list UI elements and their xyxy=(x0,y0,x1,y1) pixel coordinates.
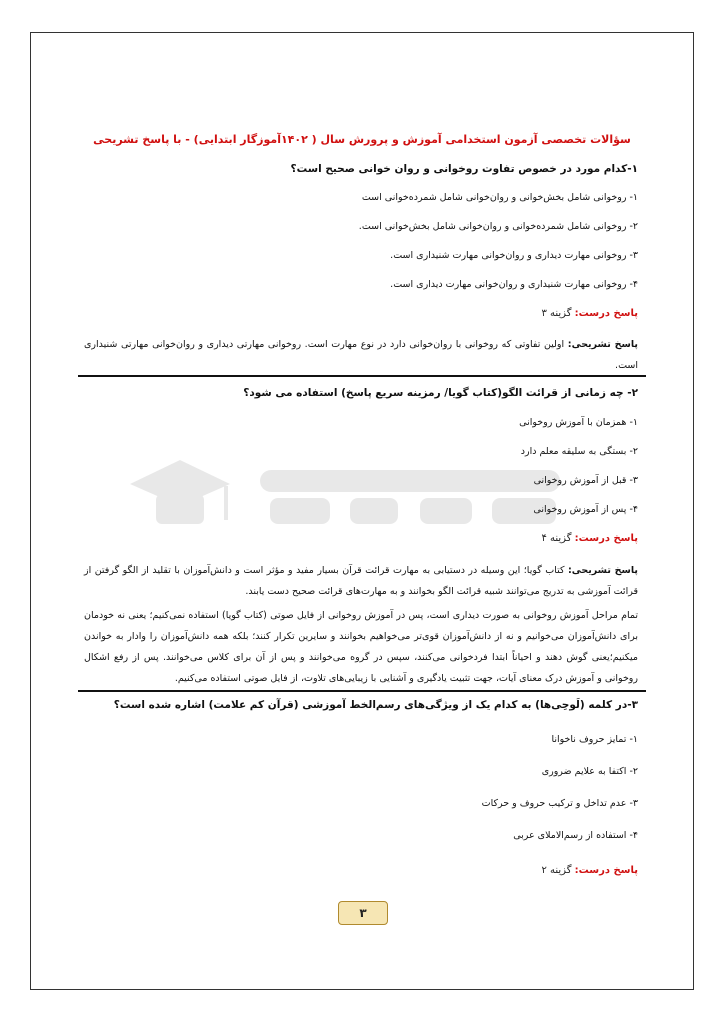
q2-answer-value: گزینه ۴ xyxy=(541,533,572,544)
q2-option-2: ۲- بستگی به سلیقه معلم دارد xyxy=(520,446,638,457)
q1-option-1: ۱- روخوانی شامل بخش‌خوانی و روان‌خوانی شامل شمرده‌خوانی است xyxy=(361,192,638,203)
q3-option-2: ۲- اکتفا به علایم ضروری xyxy=(541,766,638,777)
q2-explanation-label: پاسخ تشریحی: xyxy=(567,565,638,576)
q1-option-2: ۲- روخوانی شامل شمرده‌خوانی و روان‌خوانی شامل بخش‌خوانی است. xyxy=(358,221,638,232)
question-3: ۳-در کلمه (لَوحِی‌ها) به کدام یک از ویژگی‌های رسم‌الخط آموزشی (قرآن کم علامت) اشاره شده است؟ xyxy=(113,699,638,711)
q1-answer-label: پاسخ درست: xyxy=(574,308,638,319)
q1-answer-value: گزینه ۳ xyxy=(541,308,572,319)
q2-explanation xyxy=(84,560,638,602)
q2-option-1: ۱- همزمان با آموزش روخوانی xyxy=(519,417,638,428)
question-2: ۲- چه زمانی از قرائت الگو(کتاب گویا/ رمزینه سریع پاسخ) استفاده می شود؟ xyxy=(243,387,638,399)
q1-explanation-text: اولین تفاوتی که روخوانی با روان‌خوانی دارد در نوع مهارت است. روخوانی مهارتی دیداری و روان‌خوانی مهارتی شنیداری است. xyxy=(84,339,638,371)
section-divider xyxy=(78,375,646,377)
question-1: ۱-کدام مورد در خصوص تفاوت روخوانی و روان خوانی صحیح است؟ xyxy=(290,163,638,175)
q3-option-1: ۱- تمایز حروف ناخوانا xyxy=(551,734,638,745)
q1-explanation-label: پاسخ تشریحی: xyxy=(567,339,638,350)
q3-option-4: ۴- استفاده از رسم‌الاملای عربی xyxy=(513,830,638,841)
q2-option-4: ۴- پس از آموزش روخوانی xyxy=(533,504,638,515)
q1-explanation xyxy=(84,334,638,376)
q2-explanation-text: کتاب گویا؛ این وسیله در دستیابی به مهارت قرائت قرآن بسیار مفید و مؤثر است و دانش‌آموزان با تقلید از الگو گرفتن از قرائت آموزشی به تدریج می‌توانند شبیه قرائت الگو بخوانند و به مهارت‌های قرائت صحیح دست یابند. xyxy=(84,565,638,597)
q1-answer xyxy=(86,307,638,321)
section-divider xyxy=(78,690,646,692)
q3-answer-label: پاسخ درست: xyxy=(574,865,638,876)
page-title: سؤالات تخصصی آزمون استخدامی آموزش و پرورش سال ( ۱۴۰۲آموزگار ابتدایی) - با پاسخ تشریحی xyxy=(93,133,631,146)
q3-answer-value: گزینه ۲ xyxy=(541,865,572,876)
q1-option-3: ۳- روخوانی مهارت دیداری و روان‌خوانی مهارت شنیداری است. xyxy=(390,250,638,261)
q2-option-3: ۳- قبل از آموزش روخوانی xyxy=(533,475,638,486)
page-number: ۳ xyxy=(338,901,388,925)
q1-option-4: ۴- روخوانی مهارت شنیداری و روان‌خوانی مهارت دیداری است. xyxy=(390,279,638,290)
q3-option-3: ۳- عدم تداخل و ترکیب حروف و حرکات xyxy=(481,798,638,809)
q2-extra-paragraph: تمام مراحل آموزش روخوانی به صورت دیداری است، پس در آموزش روخوانی از فایل صوتی (کتاب گویا) استفاده نمی‌کنیم؛ یعنی نه خودمان برای دانش‌آموزان می‌خوانیم و نه از دانش‌آموزان قوی‌تر می‌خواهیم بخوانند و سایرین تکرار کنند؛ بلکه همه دانش‌آموزان را وادار به خواندن میکنیم؛یعنی گوش دهند و احیاناً ابتدا فردخوانی می‌کنند، سپس در گروه می‌خوانند و پس از آن برای کلاس می‌خوانند. پس از رفع اشکال روخوانی و آموزش درک معنای آیات، جهت تثبیت یادگیری و آشنایی با زیبایی‌های تلاوت، از فایل صوتی استفاده می‌کنیم. xyxy=(84,610,638,684)
q2-answer-label: پاسخ درست: xyxy=(574,533,638,544)
q3-answer xyxy=(86,864,638,878)
q2-answer xyxy=(86,532,638,546)
